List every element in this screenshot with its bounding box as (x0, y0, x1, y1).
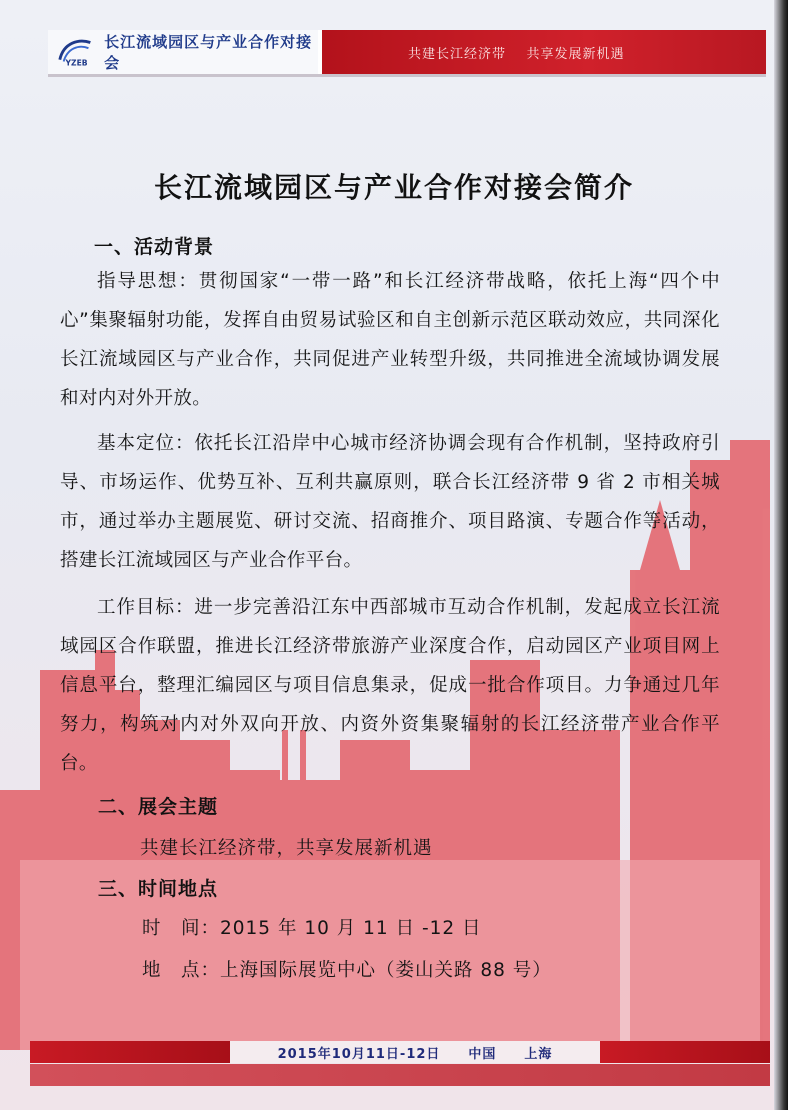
header-left-panel (48, 30, 318, 74)
organizer-logo (56, 36, 94, 68)
footer-bottom-strip (30, 1064, 770, 1086)
paragraph-guiding-idea: 指导思想：贯彻国家“一带一路”和长江经济带战略，依托上海“四个中心”集聚辐射功能，发挥自由贸易试验区和自主创新示范区联动效应，共同深化长江流域园区与产业合作，共同促进产业转型升级，共同推进全流域协调发展和对内对外开放。 (60, 271, 720, 409)
document-title: 长江流域园区与产业合作对接会简介 (153, 171, 634, 204)
event-place: 地 点：上海国际展览中心（娄山关路 88 号） (142, 960, 552, 981)
paragraph-basic-positioning: 基本定位：依托长江沿岸中心城市经济协调会现有合作机制，坚持政府引导、市场运作、优势互补、互利共赢原则，联合长江经济带 9 省 2 市相关城市，通过举办主题展览、研讨交流、招商推介、项目路演、专题合作等活动，搭建长江流域园区与产业合作平台。 (60, 433, 720, 571)
exhibition-theme: 共建长江经济带，共享发展新机遇 (140, 838, 433, 859)
section-heading-time-place: 三、时间地点 (98, 878, 219, 900)
footer-banner (30, 1040, 770, 1064)
header-banner (48, 30, 766, 74)
section-heading-background: 一、活动背景 (94, 236, 215, 258)
header-divider (48, 74, 766, 77)
header-title: 长江流域园区与产业合作对接会 (104, 33, 313, 72)
footer-date-location: 2015年10月11日-12日 中国 上海 (230, 1041, 600, 1063)
section-heading-theme: 二、展会主题 (98, 796, 219, 818)
footer-right-bar (600, 1041, 770, 1063)
footer-left-bar (30, 1041, 230, 1063)
scan-edge (774, 0, 788, 1110)
svg-text:YZEB: YZEB (65, 58, 88, 68)
paragraph-work-goal: 工作目标：进一步完善沿江东中西部城市互动合作机制，发起成立长江流域园区合作联盟，推进长江经济带旅游产业深度合作，启动园区产业项目网上信息平台，整理汇编园区与项目信息集录，促成一批合作项目。力争通过几年努力，构筑对内对外双向开放、内资外资集聚辐射的长江经济带产业合作平台。 (60, 597, 720, 774)
header-slogan-panel (318, 30, 766, 74)
event-time: 时 间：2015 年 10 月 11 日 -12 日 (142, 918, 482, 939)
header-slogan: 共建长江经济带 共享发展新机遇 (408, 46, 625, 62)
